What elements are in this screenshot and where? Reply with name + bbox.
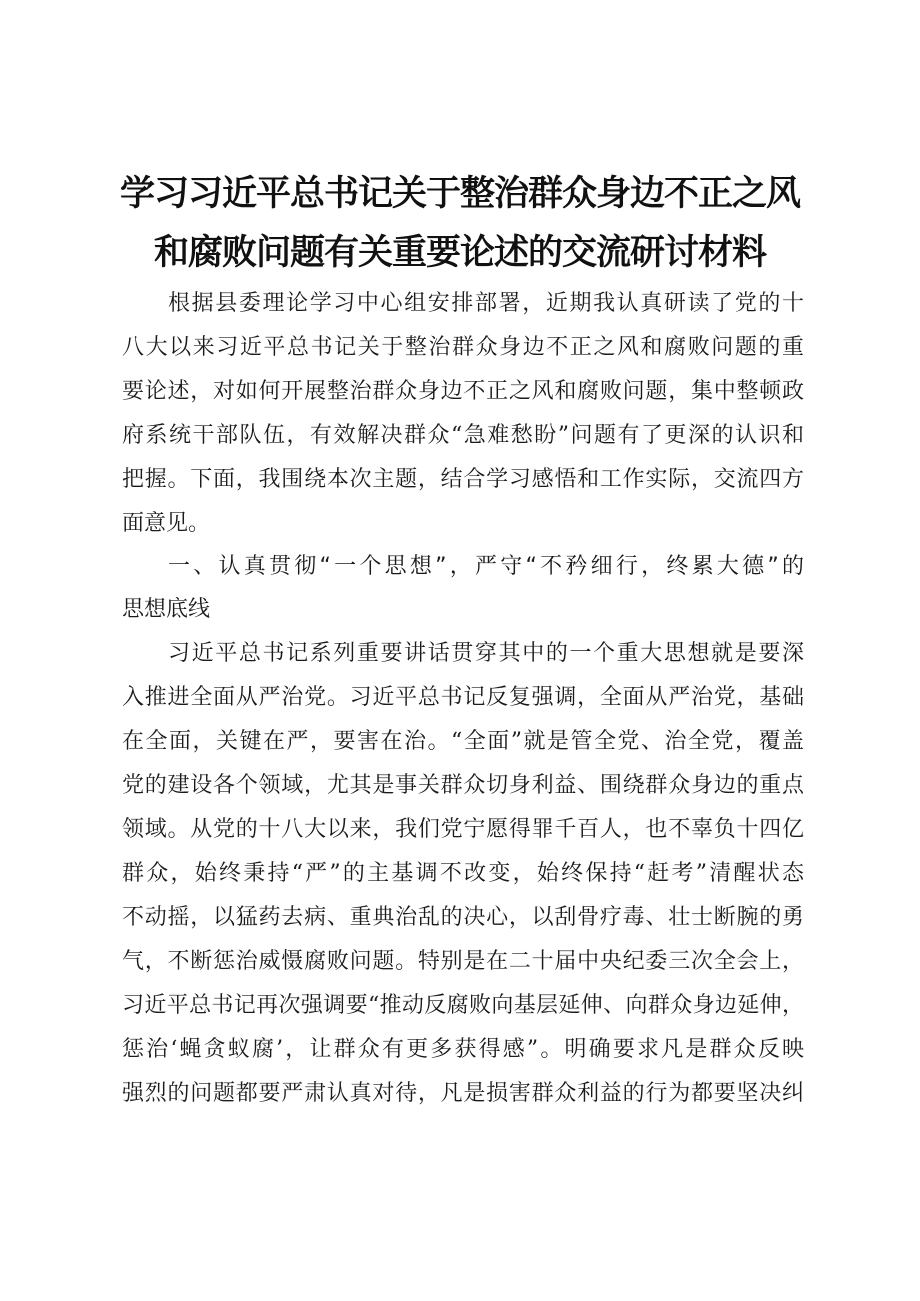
section-heading-line-1: 一、认真贯彻“一个思想”，严守“不矜细行，终累大德”的 [168,554,804,579]
document-title-line-2: 和腐败问题有关重要论述的交流研讨材料 [153,233,766,273]
intro-paragraph-line: 面意见。 [122,511,211,536]
body-paragraph-line: 党的建设各个领域，尤其是事关群众切身利益、围绕群众身边的重点 [122,773,804,798]
body-paragraph-line: 气，不断惩治威慑腐败问题。特别是在二十届中央纪委三次全会上， [122,949,804,974]
body-paragraph-line: 在全面，关键在严，要害在治。“全面”就是管全党、治全党，覆盖 [122,729,804,754]
intro-paragraph-line: 要论述，对如何开展整治群众身边不正之风和腐败问题，集中整顿政 [122,379,804,404]
body-paragraph-line: 不动摇，以猛药去病、重典治乱的决心，以刮骨疗毒、壮士断腕的勇 [122,905,804,930]
intro-paragraph-line: 府系统干部队伍，有效解决群众“急难愁盼”问题有了更深的认识和 [122,423,804,448]
body-paragraph-line: 领域。从党的十八大以来，我们党宁愿得罪千百人，也不辜负十四亿 [122,817,804,842]
body-paragraph-line: 入推进全面从严治党。习近平总书记反复强调，全面从严治党，基础 [122,685,804,710]
intro-paragraph-line: 根据县委理论学习中心组安排部署，近期我认真研读了党的十 [168,291,804,316]
body-paragraph-line: 习近平总书记再次强调要“推动反腐败向基层延伸、向群众身边延伸， [122,993,804,1018]
body-paragraph-line: 强烈的问题都要严肃认真对待，凡是损害群众利益的行为都要坚决纠 [122,1081,804,1106]
body-paragraph-line: 惩治‘蝇贪蚁腐’，让群众有更多获得感”。明确要求凡是群众反映 [122,1037,804,1062]
document-title-line-1: 学习习近平总书记关于整治群众身边不正之风 [119,174,800,214]
section-heading-line-2: 思想底线 [122,597,211,622]
body-paragraph-line: 习近平总书记系列重要讲话贯穿其中的一个重大思想就是要深 [168,641,804,666]
intro-paragraph-line: 把握。下面，我围绕本次主题，结合学习感悟和工作实际，交流四方 [122,467,804,492]
body-paragraph-line: 群众，始终秉持“严”的主基调不改变，始终保持“赶考”清醒状态 [122,861,804,886]
intro-paragraph-line: 八大以来习近平总书记关于整治群众身边不正之风和腐败问题的重 [122,335,804,360]
